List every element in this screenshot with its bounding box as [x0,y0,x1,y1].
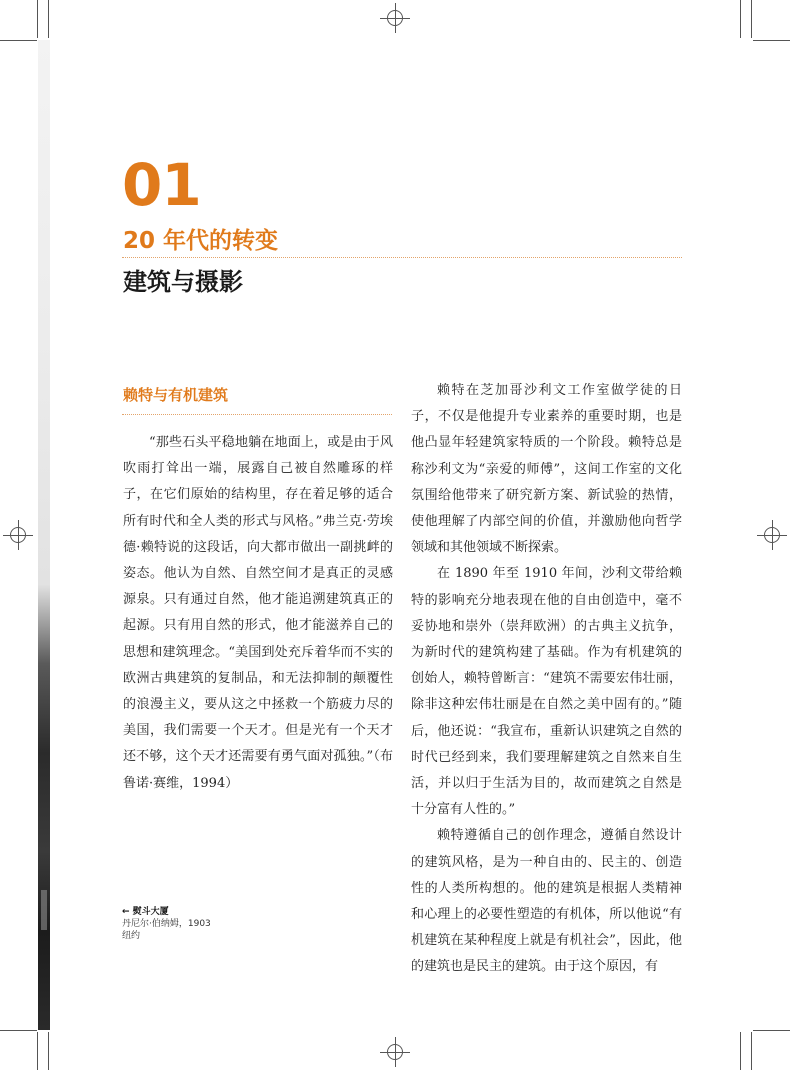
body-paragraph: “那些石头平稳地躺在地面上，或是由于风吹雨打耸出一端，展露自己被自然雕琢的样子，在它们原始的结构里，存在着足够的适合所有时代和全人类的形式与风格。”弗兰克·劳埃德·赖特说的这段话，向大都市做出一副挑衅的姿态。他认为自然、自然空间才是真正的灵感源泉。只有通过自然，他才能追溯建筑真正的起源。只有用自然的形式，他才能滋养自己的思想和建筑理念。“美国到处充斥着华而不实的欧洲古典建筑的复制品，和无法抑制的颠覆性的浪漫主义，要从这之中拯救一个筋疲力尽的美国，我们需要一个天才。但是光有一个天才还不够，这个天才还需要有勇气面对孤独。”（布鲁诺·赛维，1994） [123,435,393,791]
crop-mark [751,0,752,38]
left-column [123,430,393,797]
body-paragraph: 在 1890 年至 1910 年间，沙利文带给赖特的影响充分地表现在他的自由创造中，毫不妥协地和崇外（崇拜欧洲）的古典主义抗争，为新时代的建筑构建了基础。作为有机建筑的创始人，赖特曾断言：“建筑不需要宏伟壮丽，除非这种宏伟壮丽是在自然之美中固有的。”随后，他还说：“我宣布，重新认识建筑之自然的时代已经到来，我们要理解建筑之自然来自生活，并以归于生活为目的，故而建筑之自然是十分富有人性的。” [411,566,682,818]
registration-mark-top [380,3,410,33]
title-divider [122,257,682,258]
registration-mark-bottom [380,1037,410,1067]
crop-mark [753,40,790,41]
chapter-title: 20 年代的转变 [123,228,279,254]
left-photo-strip [38,40,50,1030]
image-caption [122,906,211,942]
crop-mark [753,1030,790,1031]
crop-mark [740,1032,741,1070]
caption-title: ← 熨斗大厦 [122,907,169,917]
section-title: 赖特与有机建筑 [123,386,229,404]
crop-mark [37,0,38,38]
crop-mark [48,0,49,38]
body-paragraph: 赖特遵循自己的创作理念，遵循自然设计的建筑风格，是为一种自由的、民主的、创造性的人类所构想的。他的建筑是根据人类精神和心理上的必要性塑造的有机体，所以他说“有机建筑在某种程度上就是有机社会”，因此，他的建筑也是民主的建筑。由于这个原因，有 [411,828,682,975]
registration-mark-right [757,520,787,550]
crop-mark [37,1032,38,1070]
crop-mark [751,1032,752,1070]
crop-mark [48,1032,49,1070]
section-divider [122,414,392,415]
body-paragraph: 赖特在芝加哥沙利文工作室做学徒的日子，不仅是他提升专业素养的重要时期，也是他凸显年轻建筑家特质的一个阶段。赖特总是称沙利文为“亲爱的师傅”，这间工作室的文化氛围给他带来了研究新方案、新试验的热情，使他理解了内部空间的价值，并激励他向哲学领域和其他领域不断探索。 [411,383,682,556]
crop-mark [0,1030,37,1031]
caption-location: 纽约 [122,931,141,941]
crop-mark [740,0,741,38]
registration-mark-left [3,520,33,550]
crop-mark [0,40,37,41]
right-column [411,378,682,981]
caption-architect: 丹尼尔·伯纳姆，1903 [122,919,211,929]
chapter-subtitle: 建筑与摄影 [123,267,243,296]
chapter-number: 01 [122,151,201,219]
